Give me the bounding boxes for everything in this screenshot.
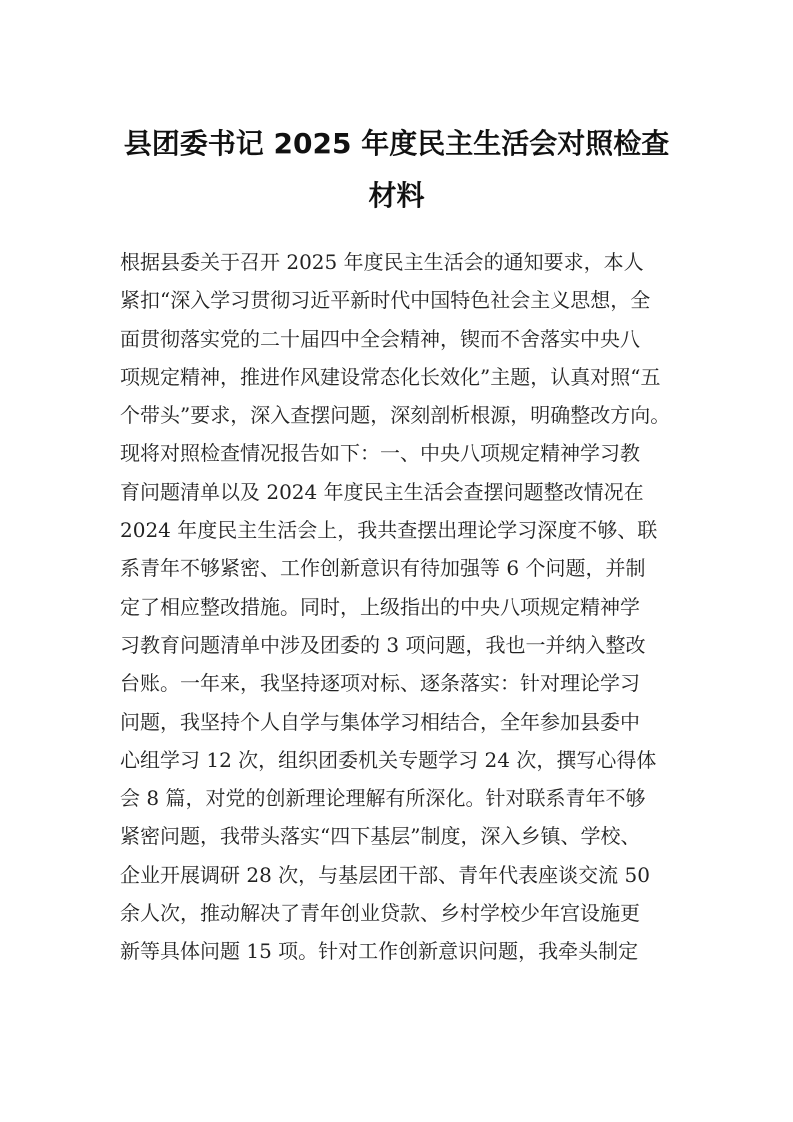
body-line: 习教育问题清单中涉及团委的 3 项问题，我也一并纳入整改 <box>120 632 646 657</box>
body-line: 心组学习 12 次，组织团委机关专题学习 24 次，撰写心得体 <box>120 747 657 772</box>
body-line: 紧扣“深入学习贯彻习近平新时代中国特色社会主义思想，全 <box>120 288 651 313</box>
body-line: 2024 年度民主生活会上，我共查摆出理论学习深度不够、联 <box>120 518 658 543</box>
title-line: 县团委书记 2025 年度民主生活会对照检查 <box>123 127 670 160</box>
document-body <box>120 243 685 971</box>
body-line: 问题，我坚持个人自学与集体学习相结合，全年参加县委中 <box>120 709 640 734</box>
body-line: 根据县委关于召开 2025 年度民主生活会的通知要求，本人 <box>120 250 644 274</box>
body-line: 面贯彻落实党的二十届四中全会精神，锲而不舍落实中央八 <box>120 326 640 351</box>
body-line: 育问题清单以及 2024 年度民主生活会查摆问题整改情况在 <box>120 479 644 504</box>
document-title <box>100 118 693 222</box>
body-line: 项规定精神，推进作风建设常态化长效化”主题，认真对照“五 <box>120 364 661 389</box>
body-line: 企业开展调研 28 次，与基层团干部、青年代表座谈交流 50 <box>120 862 650 887</box>
body-line: 台账。一年来，我坚持逐项对标、逐条落实：针对理论学习 <box>120 671 640 696</box>
body-line: 现将对照检查情况报告如下：一、中央八项规定精神学习教 <box>120 441 640 466</box>
body-line: 紧密问题，我带头落实“四下基层”制度，深入乡镇、学校、 <box>120 824 641 849</box>
body-line: 新等具体问题 15 项。针对工作创新意识问题，我牵头制定 <box>120 939 639 964</box>
body-line: 会 8 篇，对党的创新理论理解有所深化。针对联系青年不够 <box>120 786 646 811</box>
title-line: 材料 <box>368 179 425 212</box>
body-line: 定了相应整改措施。同时，上级指出的中央八项规定精神学 <box>120 594 640 619</box>
body-line: 余人次，推动解决了青年创业贷款、乡村学校少年宫设施更 <box>120 901 640 926</box>
body-line: 个带头”要求，深入查摆问题，深刻剖析根源，明确整改方向。 <box>120 403 671 428</box>
body-line: 系青年不够紧密、工作创新意识有待加强等 6 个问题，并制 <box>120 556 646 581</box>
